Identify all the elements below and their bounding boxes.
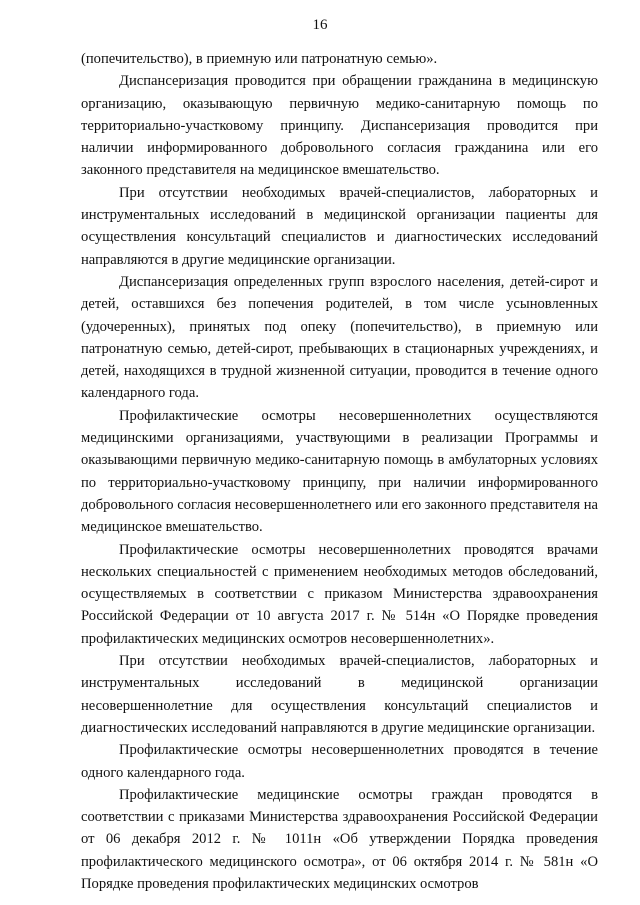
paragraph-citizens-exams: Профилактические медицинские осмотры граждан проводятся в соответствии с приказами Министерства здравоохранения Российской Федерации от 06 декабря 2012 г. № 1011н «Об утверждении Порядка проведения профилактического медицинского осмотра», от 06 октября 2014 г. № 581н «О Порядке проведения профилактических медицинских осмотров (81, 786, 598, 892)
paragraph-dispensarization-groups: Диспансеризация определенных групп взрослого населения, детей-сирот и детей, оставшихся без попечения родителей, в том числе усыновленных (удочеренных), принятых под опеку (попечительство), в приемную или патронатную семью, детей-сирот, пребывающих в стационарных учреждениях, и детей, находящихся в трудной жизненной ситуации, проводится в течение одного календарного года. (81, 273, 598, 402)
paragraph-continuation: (попечительство), в приемную или патронатную семью». (81, 51, 438, 67)
paragraph-dispensarization-procedure: Диспансеризация проводится при обращении гражданина в медицинскую организацию, оказывающую первичную медико-санитарную помощь по территориально-участковому принципу. Диспансеризация проводится при наличии информированного добровольного согласия гражданина или его законного представителя на медицинское вмешательство. (81, 73, 598, 179)
paragraph-minors-exams-organizations: Профилактические осмотры несовершеннолетних осуществляются медицинскими организациями, участвующими в реализации Программы и оказывающими первичную медико-санитарную помощь в амбулаторных условиях по территориально-участковому принципу, при наличии информированного добровольного согласия несовершеннолетнего или его законного представителя на медицинское вмешательство. (81, 407, 598, 536)
paragraph-minors-exams-specialists: Профилактические осмотры несовершеннолетних проводятся врачами нескольких специальностей с применением необходимых методов обследований, осуществляемых в соответствии с приказом Министерства здравоохранения Российской Федерации от 10 августа 2017 г. № 514н «О Порядке проведения профилактических медицинских осмотров несовершеннолетних». (81, 541, 598, 647)
document-body (81, 48, 598, 895)
paragraph-referral-adults: При отсутствии необходимых врачей-специалистов, лабораторных и инструментальных исследований в медицинской организации пациенты для осуществления консультаций специалистов и диагностических исследований направляются в другие медицинские организации. (81, 184, 598, 268)
page-number: 16 (312, 17, 328, 33)
paragraph-minors-exams-period: Профилактические осмотры несовершеннолетних проводятся в течение одного календарного года. (81, 742, 598, 781)
paragraph-referral-minors: При отсутствии необходимых врачей-специалистов, лабораторных и инструментальных исследований в медицинской организации несовершеннолетние для осуществления консультаций специалистов и диагностических исследований направляются в другие медицинские организации. (81, 653, 598, 736)
